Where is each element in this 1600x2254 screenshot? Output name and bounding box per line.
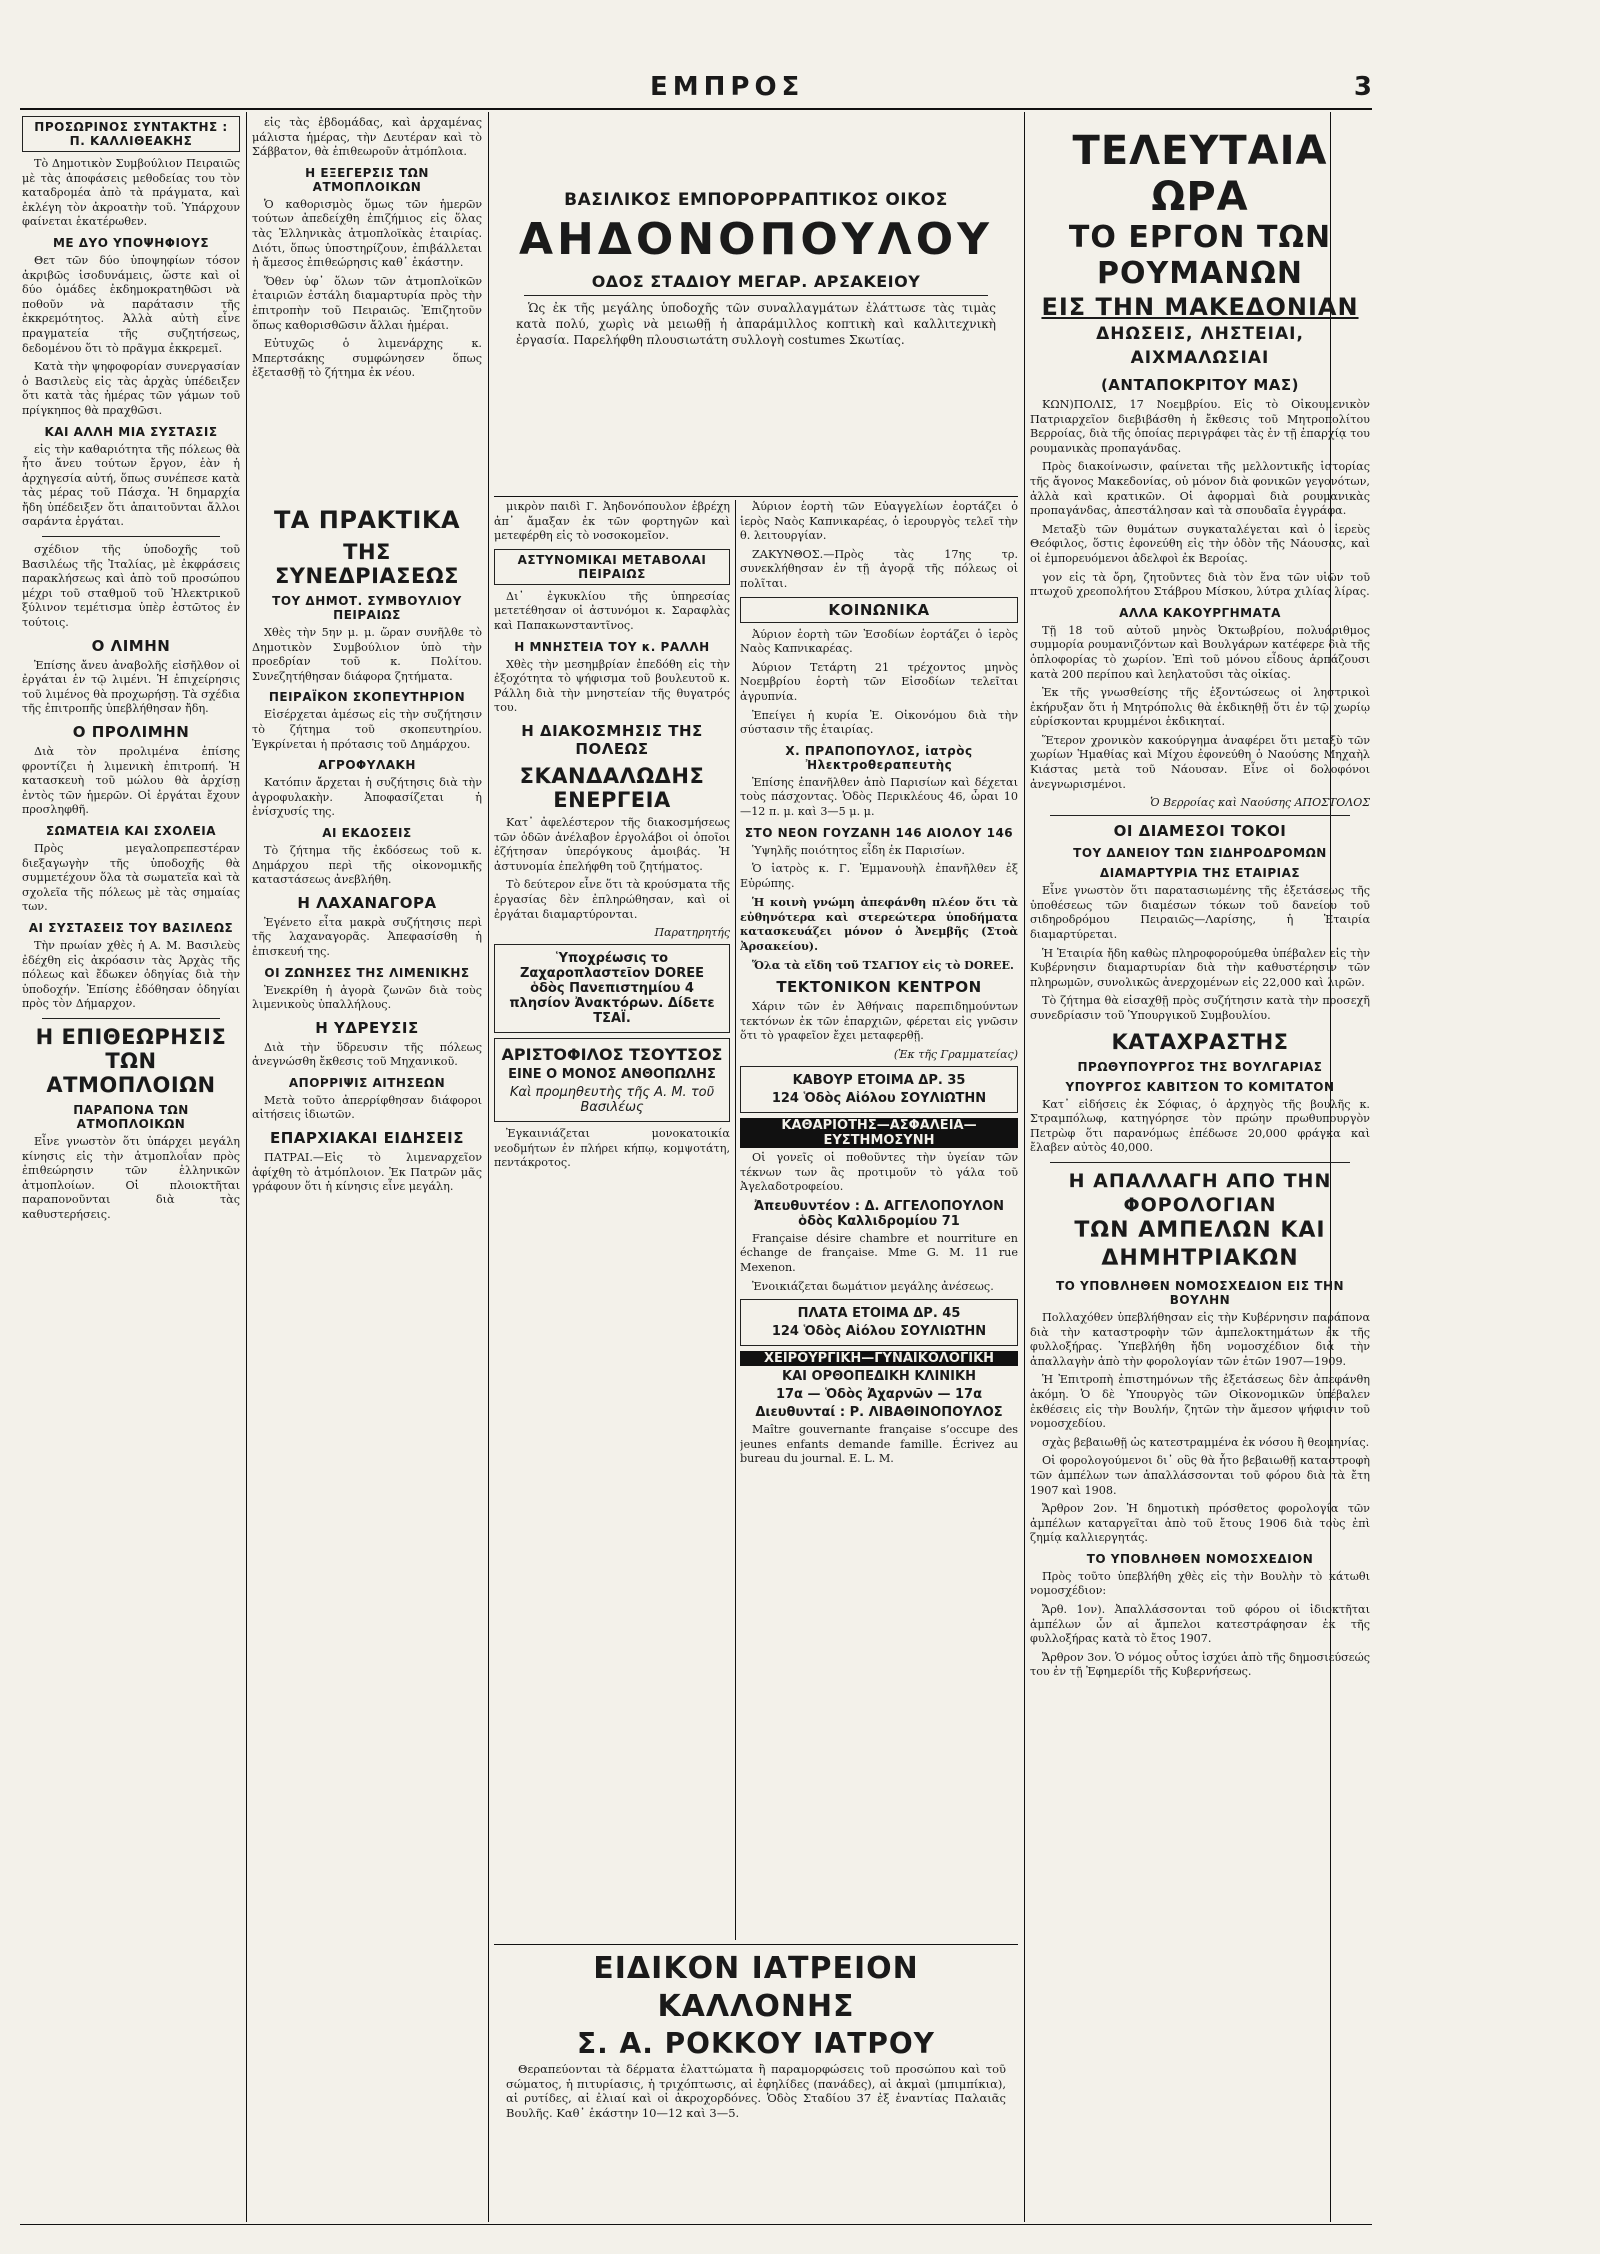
article-text: Πολλαχόθεν ὑπεβλήθησαν εἰς τὴν Κυβέρνησιν παράπονα διὰ τὴν καταστροφὴν τῶν ἀμπελοκτημάτων ἐκ τῆς φυλλοξήρας. Ὑπεβλήθη ἤδη νομοσχέδιον διὰ τὴν ἀπαλλαγὴν ἀπὸ τὴν φορολογίαν τῶν ἐτῶν 1907—1909. <box>1030 1310 1370 1368</box>
article-text: Οἱ φορολογούμενοι δι᾿ οὓς θὰ ἦτο βεβαιωθῇ καταστροφὴ τῶν ἀμπέλων των ἀπαλλάσσονται τοῦ φόρου διὰ τὰ ἔτη 1907 καὶ 1908. <box>1030 1454 1370 1497</box>
article-text: Εἶνε γνωστὸν ὅτι παρατασιωμένης τῆς ἐξετάσεως τῆς ὑποθέσεως τῶν διαμέσων τόκων τοῦ δανείου τοῦ σιδηροδρόμου Πειραιῶς—Λαρίσης, ἡ Ἑταιρία διαμαρτύρεται. <box>1030 884 1370 942</box>
article-text: Ὁ ἰατρὸς κ. Γ. Ἐμμανουὴλ ἐπανῆλθεν ἐξ Εὐρώπης. <box>740 862 1018 890</box>
article-text: Τὴν πρωίαν χθὲς ἡ Α. Μ. Βασιλεὺς ἐδέχθη εἰς ἀκρόασιν τὰς Ἀρχὰς τῆς πόλεως καὶ ἔδωκεν ὁδηγίας διὰ τὴν ὑποδοχήν. Ἐπίσης ἐδόθησαν ὁδηγίαι πρὸς τὸν Δήμαρχον. <box>22 938 240 1011</box>
column-5 <box>1030 116 1370 2216</box>
article-text: Ἄρθρον 2ον. Ἡ δημοτικὴ πρόσθετος φορολογία τῶν ἀμπέλων καταργεῖται ἀπὸ τοῦ ἔτους 1906 διὰ τοὺς ἐπὶ ζημίᾳ καλλιεργητάς. <box>1030 1502 1370 1545</box>
article-text: Διὰ τὸν προλιμένα ἐπίσης φροντίζει ἡ λιμενικὴ ἐπιτροπή. Ἡ κατασκευὴ τοῦ μώλου θὰ ἀρχίσῃ ἐντὸς τῶν ἡμερῶν. Οἱ ἐργάται ἔχουν προσληφθῆ. <box>22 745 240 817</box>
gouzani-ad: ΣΤΟ ΝΕΟΝ ΓΟΥΖΑΝΗ 146 ΑΙΟΛΟΥ 146 <box>744 825 1014 840</box>
section-heading: Ο ΠΡΟΛΙΜΗΝ <box>72 723 190 741</box>
article-text: Ὅθεν ὑφ᾿ ὅλων τῶν ἀτμοπλοϊκῶν ἑταιριῶν ἐστάλη διαμαρτυρία πρὸς τὴν ἐπιτροπὴν τοῦ Πειραιῶς. Ἐπιζητοῦν ὅπως καθορισθῶσιν ἄλλαι ἡμέραι. <box>252 274 482 332</box>
tailor-advertisement <box>494 150 1018 490</box>
article-text: Ἐπείγει ἡ κυρία Ἐ. Οἰκονόμου διὰ τὴν σύστασιν τῆς ἑταιρίας. <box>740 708 1018 737</box>
headline-last-hour: ΤΕΛΕΥΤΑΙΑ ΩΡΑ <box>1072 128 1328 220</box>
section-heading: ΣΩΜΑΤΕΙΑ ΚΑΙ ΣΧΟΛΕΙΑ <box>45 823 217 838</box>
section-heading: Η ΔΙΑΚΟΣΜΗΣΙΣ ΤΗΣ ΠΟΛΕΩΣ <box>521 721 703 758</box>
column-2 <box>252 500 482 2220</box>
section-heading: ΚΑΤΑΧΡΑΣΤΗΣ <box>1111 1029 1289 1054</box>
ad-rule <box>494 496 1018 497</box>
section-heading: ΤΗΣ ΣΥΝΕΔΡΙΑΣΕΩΣ <box>274 540 460 588</box>
article-text: Εἰσέρχεται ἀμέσως εἰς τὴν συζήτησιν τὸ ζήτημα τοῦ σκοπευτηρίου. Ἐγκρίνεται ἡ πρότασις τοῦ Δημάρχου. <box>252 708 482 751</box>
article-text: γον εἰς τὰ ὄρη, ζητοῦντες διὰ τὸν ἕνα τῶν υἱῶν τοῦ πτωχοῦ χρεοπολήτου Στάβρου Μίσκου, λύτρα χιλίας λίρας. <box>1030 570 1370 599</box>
article-text: σχὰς βεβαιωθῇ ὡς κατεστραμμένα ἐκ νόσου ἢ θεομηνίας. <box>1042 1435 1370 1449</box>
article-text: σχέδιον τῆς ὑποδοχῆς τοῦ Βασιλέως τῆς Ἰταλίας, μὲ ἐκφράσεις παρακλήσεως καὶ ἀπὸ τοῦ προσώπου μέχρι τοῦ σταθμοῦ τοῦ Ἠλεκτρικοῦ ξύλινον τεμέτισμα ὑπὲρ ἐστῶτος ἐν τούτοις. <box>22 543 240 630</box>
florist-sub: ΕΙΝΕ Ο ΜΟΝΟΣ ΑΝΘΟΠΩΛΗΣ <box>508 1067 716 1083</box>
article-text: Ἄρθ. 1ον). Ἀπαλλάσσονται τοῦ φόρου οἱ ἰδιοκτῆται ἀμπέλων ὧν αἱ ἄμπελοι κατεστράφησαν ἐκ τῆς φυλλοξήρας κατὰ τὸ ἔτος 1907. <box>1030 1603 1370 1646</box>
section-subheading: ΤΟΥ ΔΗΜΟΤ. ΣΥΜΒΟΥΛΙΟΥ ΠΕΙΡΑΙΩΣ <box>272 594 462 622</box>
beauty-ad-name: Σ. Α. ΡΟΚΚΟΥ ΙΑΤΡΟΥ <box>577 2027 935 2060</box>
column-rule-1 <box>246 112 247 2222</box>
signature: (Ἐκ τῆς Γραμματείας) <box>893 1048 1018 1062</box>
florist-ad <box>494 1038 730 1122</box>
section-heading: ΤΟ ΥΠΟΒΛΗΘΕΝ ΝΟΜΟΣΧΕΔΙΟΝ <box>1086 1551 1314 1566</box>
article-text: Ἐνοικιάζεται δωμάτιον μεγάλης ἀνέσεως. <box>752 1279 994 1293</box>
column-4 <box>740 500 1018 1940</box>
article-text: Ἐκ τῆς γνωσθείσης τῆς ἐξοντώσεως οἱ ληστρικοὶ ἐκήρυξαν ὅτι ἡ Μητρόπολις θὰ ἐκδικηθῇ ὅτι ἐν τῷ χωρίῳ εὑρίσκονται κρυμμένοι ἐκδικηταί. <box>1030 686 1370 729</box>
article-text: Εἶνε γνωστὸν ὅτι ὑπάρχει μεγάλη κίνησις εἰς τὴν ἀτμοπλοΐαν πρὸς ἐπιθεώρησιν τῶν ἑλληνικῶν ἀτμοπλοίων. Οἱ πλοιοκτῆται παραπονοῦνται διὰ τὰς καθυστερήσεις. <box>22 1134 240 1221</box>
plata-address: 124 Ὁδὸς Αἰόλου ΣΟΥΛΙΩΤΗΝ <box>771 1324 987 1340</box>
clinic-director: Διευθυνταί : Ρ. ΛΙΒΑΘΙΝΟΠΟΥΛΟΣ <box>755 1405 1003 1421</box>
section-heading: Ο ΛΙΜΗΝ <box>91 636 171 655</box>
column-rule-4 <box>1024 112 1025 2222</box>
beauty-clinic-ad <box>494 1950 1018 2220</box>
article-text: Ἐπίσης ἐπανῆλθεν ἀπὸ Παρισίων καὶ δέχεται τοὺς πάσχοντας. Ὁδὸς Περικλέους 46, ὧραι 10—12 π. μ. καὶ 3—5 μ. μ. <box>740 775 1018 818</box>
article-text: Ἐπίσης ἄνευ ἀναβολῆς εἰσῆλθον οἱ ἐργάται ἐν τῷ λιμένι. Ἡ ἐπιχείρησις τοῦ λιμένος θὰ προχωρήσῃ. Τὰ σχέδια τῆς ἐπιτροπῆς ὑπεβλήθησαν ἤδη. <box>22 658 240 716</box>
column-3 <box>494 500 730 1940</box>
separator <box>42 536 220 537</box>
section-heading: ΟΙ ΔΙΑΜΕΣΟΙ ΤΟΚΟΙ <box>1113 822 1287 841</box>
separator <box>1050 1162 1350 1163</box>
plata-ad <box>740 1299 1018 1346</box>
separator <box>42 1018 220 1019</box>
section-heading: ΑΓΡΟΦΥΛΑΚΗ <box>318 758 416 773</box>
separator <box>524 295 988 296</box>
article-text: Ἕτερον χρονικὸν κακούργημα ἀναφέρει ὅτι μεταξὺ τῶν χωρίων Ἡμαθίας καὶ Μίχου ἐφονεύθη ὁ Ναούσης Μηχαὴλ Κιάστας μετὰ τοῦ Νάουσαν. Εἶνε οἱ δολοφόνοι ἀνεγνωρισμένοι. <box>1030 733 1370 791</box>
article-text: Ἡ Ἑταιρία ἤδη καθὼς πληροφορούμεθα ὑπέβαλεν εἰς τὴν Κυβέρνησιν διαμαρτυρίαν διὰ τὴν καθυστέρησιν τῶν πληρωμῶν, συνολικῶς ἀνερχομένων εἰς 22,000 καὶ λιρῶν. <box>1030 946 1370 989</box>
headline-romanians: ΤΟ ΕΡΓΟΝ ΤΩΝ ΡΟΥΜΑΝΩΝ <box>1068 220 1332 291</box>
section-subheading: ΔΙΑΜΑΡΤΥΡΙΑ ΤΗΣ ΕΤΑΙΡΙΑΣ <box>1099 866 1301 881</box>
section-heading: ΑΙ ΕΚΔΟΣΕΙΣ <box>322 825 412 840</box>
section-subheading: ΠΑΡΑΠΟΝΑ ΤΩΝ ΑΤΜΟΠΛΟΙΚΩΝ <box>73 1102 189 1131</box>
ad-address: ΟΔΟΣ ΣΤΑΔΙΟΥ ΜΕΓΑΡ. ΑΡΣΑΚΕΙΟΥ <box>591 272 921 291</box>
cleanliness-banner: ΚΑΘΑΡΙΟΤΗΣ—ΑΣΦΑΛΕΙΑ—ΕΥΣΤΗΜΟΣΥΝΗ <box>740 1118 1018 1148</box>
section-subheading: ΥΠΟΥΡΓΟΣ ΚΑΒΙΤΣΟΝ ΤΟ ΚΟΜΙΤΑΤΟΝ <box>1065 1079 1335 1094</box>
article-text: Μεταξὺ τῶν θυμάτων συγκαταλέγεται καὶ ὁ ἱερεὺς Θεόφιλος, ὅστις ἐφονεύθη εἰς τὴν ὁδὸν τῆς Νάουσας, καὶ οἱ ἐμπορευόμενοι ἀδελφοὶ ἐκ Βεροίας. <box>1030 522 1370 565</box>
signature: Ὁ Βερροίας καὶ Ναούσης ΑΠΟΣΤΟΛΟΣ <box>1150 796 1370 810</box>
kavour-title: ΚΑΒΟΥΡ ΕΤΟΙΜΑ ΔΡ. 35 <box>792 1073 966 1089</box>
article-text: Πρὸς τοῦτο ὑπεβλήθη χθὲς εἰς τὴν Βουλὴν τὸ κάτωθι νομοσχέδιον: <box>1030 1569 1370 1598</box>
article-text: Κατ᾿ εἰδήσεις ἐκ Σόφιας, ὁ ἀρχηγὸς τῆς βουλῆς κ. Στραμπόλωφ, κατηγόρησε τὸν πρώην πρωθυπουργὸν Πετρὼφ ὅτι παρανόμως ἐπέδωσε 20,000 φράγκα καὶ ἔλαβεν αὐτὸς 40,000. <box>1030 1097 1370 1155</box>
article-text: Maître gouvernante française s’occupe des jeunes enfants demande famille. Écrivez au bureau du journal. E. L. M. <box>740 1423 1018 1466</box>
article-text: Θετ τῶν δύο ὑποψηφίων τόσον ἀκριβῶς ἰσοδυνάμεις, ὥστε καὶ οἱ δύο ὁμάδες ἐκδημοκρατηθῶσι νὰ ποθοῦν νὰ παράτασιν τῆς ἐκκρεμότητος. Ἀλλὰ αὐτὴ εἶνε πραγματεία τῆς συζητήσεως, δεδομένου ὅτι τὸ πρᾶγμα ἐκκρεμεῖ. <box>22 253 240 355</box>
section-subheading: ΠΡΩΘΥΠΟΥΡΓΟΣ ΤΗΣ ΒΟΥΛΓΑΡΙΑΣ <box>1077 1059 1323 1074</box>
article-text: Ἀύριον ἑορτὴ τῶν Ἐσοδίων ἑορτάζει ὁ ἱερὸς Ναὸς Καπνικαρέας. <box>740 627 1018 656</box>
florist-name: ΑΡΙΣΤΟΦΙΛΟΣ ΤΣΟΥΤΣΟΣ <box>501 1045 723 1065</box>
section-heading: Η ΥΔΡΕΥΣΙΣ <box>315 1018 419 1037</box>
section-heading: ΑΙ ΣΥΣΤΑΣΕΙΣ ΤΟΥ ΒΑΣΙΛΕΩΣ <box>28 920 234 935</box>
article-text: μικρὸν παιδὶ Γ. Ἀηδονόπουλον ἐβρέχη ἀπ᾿ ἄμαξαν ἐκ τῶν φορτηγῶν καὶ μετεφέρθη εἰς τὸ νοσοκομεῖον. <box>494 500 730 543</box>
article-text: Διὰ τὴν ὕδρευσιν τῆς πόλεως ἀνεγνώσθη ἔκθεσις τοῦ Μηχανικοῦ. <box>252 1040 482 1069</box>
florist-line: Καὶ προμηθευτὴς τῆς Α. Μ. τοῦ Βασιλέως <box>509 1085 715 1116</box>
article-text: Ὁ καθορισμὸς ὅμως τῶν ἡμερῶν τούτων ἀπεδείχθη ἐπιζήμιος εἰς ὅλας τὰς Ἑλληνικὰς ἀτμοπλοϊκὰς ἑταιρίας. Διότι, ὅπως ὑποστηρίζουν, ἐπιβάλλεται ἡ ἄμεσος ἐπιθεώρησις καθ᾿ ἑκάστην. <box>252 197 482 270</box>
bottom-ad-rule <box>494 1944 1018 1945</box>
kavour-ad <box>740 1066 1018 1113</box>
clinic-address: 17α — Ὁδὸς Ἀχαρνῶν — 17α <box>775 1387 983 1403</box>
article-text: Μετὰ τοῦτο ἀπερρίφθησαν διάφοροι αἰτήσεις ἰδιωτῶν. <box>252 1093 482 1122</box>
article-text: εἰς τὰς ἑβδομάδας, καὶ ἀρχαμένας μάλιστα ἡμέρας, τὴν Δευτέραν καὶ τὸ Σάββατον, θὰ ἐπιθεωροῦν ἀτμόπλοια. <box>252 116 482 159</box>
section-heading: ΚΟΙΝΩΝΙΚΑ <box>740 597 1018 623</box>
section-heading: ΑΠΟΡΡΙΨΙΣ ΑΙΤΗΣΕΩΝ <box>288 1075 446 1090</box>
doree-ad <box>494 944 730 1033</box>
column-rule-2 <box>488 112 489 2222</box>
article-text: Τὸ Δημοτικὸν Συμβούλιον Πειραιῶς μὲ τὰς ἀποφάσεις μεθοδείας του τὸν καταδρομέα ἀπὸ τὰ πράγματα, καὶ ἐκλέγη τὸν ἀκροατὴν τοῦ. Ὑπάρχουν φαίνεται ἑκατέρωθεν. <box>22 157 240 229</box>
article-text: Τὸ δεύτερον εἶνε ὅτι τὰ κρούσματα τῆς ἐργασίας δὲν ἐπληρώθησαν, καὶ οἱ ἐργάται διαμαρτύρονται. <box>494 878 730 921</box>
plata-title: ΠΛΑΤΑ ΕΤΟΙΜΑ ΔΡ. 45 <box>797 1306 961 1322</box>
section-heading: ΑΛΛΑ ΚΑΚΟΥΡΓΗΜΑΤΑ <box>1119 605 1281 620</box>
ad-name: ΑΗΔΟΝΟΠΟΥΛΟΥ <box>519 214 993 265</box>
article-text: Τῇ 18 τοῦ αὐτοῦ μηνὸς Ὀκτωβρίου, πολυάριθμος συμμορία ρουμανιζόντων καὶ Βουλγάρων κατέφερε διὰ τῆς ὁπλοφορίας τὸ χωρίον. Ἐπὶ τοῦ μόνου εἶδους ἁρπάζουσι κατὰ 200 περίπου καὶ λεηλατοῦσι τὰς οἰκίας. <box>1030 623 1370 681</box>
section-heading: Η ΜΝΗΣΤΕΙΑ ΤΟΥ κ. ΡΑΛΛΗ <box>514 639 710 654</box>
article-text: Χθὲς τὴν μεσημβρίαν ἐπεδόθη εἰς τὴν ἐξοχότητα τὸ ψήφισμα τοῦ βουλευτοῦ κ. Ράλλη διὰ τὴν μνηστείαν τῆς θυγατρός του. <box>494 657 730 715</box>
section-heading: ΕΠΑΡΧΙΑΚΑΙ ΕΙΔΗΣΕΙΣ <box>269 1129 464 1148</box>
correspondent-label: (ΑΝΤΑΠΟΚΡΙΤΟΥ ΜΑΣ) <box>1100 376 1300 394</box>
ad-description: Ὡς ἐκ τῆς μεγάλης ὑποδοχῆς τῶν συναλλαγμάτων ἐλάττωσε τὰς τιμὰς κατὰ πολύ, χωρὶς νὰ μειωθῇ ἡ ἀπαράμιλλος κοπτικὴ καὶ καλλιτεχνικὴ ἐργασία. Παρελήφθη πλουσιωτάτη συλλογὴ costumes Σκωτίας. <box>516 301 996 347</box>
beauty-ad-desc: Θεραπεύονται τὰ δέρματα ἐλαττώματα ἢ παραμορφώσεις τοῦ προσώπου καὶ τοῦ σώματος, ἡ πιτυρίασις, ἡ τριχόπτωσις, αἱ ἐφηλίδες (πανάδες), αἱ ἀκμαὶ (μπιμπίκια), αἱ ρυτίδες, αἱ ἐλιαί καὶ οἱ ἀκροχορδόνες. Ὁδὸς Σταδίου 37 ἐξ ἐναντίας Παλαιᾶς Βουλῆς. Καθ᾿ ἑκάστην 10—12 καὶ 3—5. <box>506 2062 1006 2120</box>
article-text: Κατόπιν ἄρχεται ἡ συζήτησις διὰ τὴν ἀγροφυλακὴν. Ἀποφασίζεται ἡ ἐνίσχυσίς της. <box>252 776 482 819</box>
article-text: Τὸ ζήτημα τῆς ἐκδόσεως τοῦ κ. Δημάρχου περὶ τῆς οἰκονομικῆς καταστάσεως ἀνεβλήθη. <box>252 843 482 887</box>
article-text: Οἱ γονεῖς οἱ ποθοῦντες τὴν ὑγείαν τῶν τέκνων των ἂς προτιμοῦν τὸ γάλα τοῦ Ἀγελαδοτροφείου. <box>740 1151 1018 1194</box>
headline-raids: ΔΗΩΣΕΙΣ, ΛΗΣΤΕΙΑΙ, ΑΙΧΜΑΛΩΣΙΑΙ <box>1096 324 1304 368</box>
page-number: 3 <box>1353 72 1372 102</box>
separator <box>1050 815 1350 816</box>
headline-macedonia: ΕΙΣ ΤΗΝ ΜΑΚΕΔΟΝΙΑΝ <box>1041 293 1359 321</box>
article-text: ΖΑΚΥΝΘΟΣ.—Πρὸς τὰς 17ης τρ. συνεκλήθησαν ἐν τῇ ἀγορᾷ τῆς πόλεως οἱ πολῖται. <box>740 547 1018 590</box>
column-2-top <box>252 116 482 496</box>
article-text: εἰς τὴν καθαριότητα τῆς πόλεως θὰ ἦτο ἄνευ τούτων ἔργον, ἐὰν ἡ ἀρχηγεσία αὐτή, ὅπως συνέπεσε κατὰ τὰς μέρας τοῦ Πάσχα. Ἡ δημαρχία ἤδη ὑπέδειξεν ὅτι ἀπαιτοῦνται ἄλλοι σαράντα ἐργάται. <box>22 442 240 529</box>
doctor-name: Χ. ΠΡΑΠΟΠΟΥΛΟΣ, ἰατρὸς Ἠλεκτροθεραπευτὴς <box>785 743 973 772</box>
newspaper-title: ΕΜΠΡΟΣ <box>650 72 805 102</box>
headline-vineyards: ΤΩΝ ΑΜΠΕΛΩΝ ΚΑΙ ΔΗΜΗΤΡΙΑΚΩΝ <box>1074 1217 1326 1271</box>
bottom-rule <box>20 2224 1372 2225</box>
article-text: Τὸ ζήτημα θὰ εἰσαχθῇ πρὸς συζήτησιν κατὰ τὴν προσεχῆ συνεδρίασιν τοῦ Ὑπουργικοῦ Συμβουλίου. <box>1030 994 1370 1022</box>
section-heading: ΑΣΤΥΝΟΜΙΚΑΙ ΜΕΤΑΒΟΛΑΙ ΠΕΙΡΑΙΩΣ <box>494 549 730 585</box>
article-text: Χθὲς τὴν 5ην μ. μ. ὥραν συνῆλθε τὸ Δημοτικὸν Συμβούλιον ὑπὸ τὴν προεδρίαν τοῦ κ. Πολίτου. Συνεζητήθησαν διάφορα ζητήματα. <box>252 626 482 683</box>
article-text: Ἄρθρον 3ον. Ὁ νόμος οὗτος ἰσχύει ἀπὸ τῆς δημοσιεύσεώς του ἐν τῇ Ἐφημερίδι τῆς Κυβερνήσεως. <box>1030 1650 1370 1679</box>
ad-house: ΒΑΣΙΛΙΚΟΣ ΕΜΠΟΡΟΡΡΑΠΤΙΚΟΣ ΟΙΚΟΣ <box>564 190 948 210</box>
article-text: Ἐγένετο εἶτα μακρὰ συζήτησις περὶ τῆς λαχαναγορᾶς. Ἀπεφασίσθη ἡ ἐπισκευή της. <box>252 915 482 958</box>
article-text: Ἡ κοινὴ γνώμη ἀπεφάνθη πλέον ὅτι τὰ εὐθηνότερα καὶ στερεώτερα ὑποδήματα κατασκευάζει μόνον ὁ Ἀνεμβῆς (Στοὰ Ἀρσακείου). <box>740 895 1018 954</box>
section-heading: ΤΑ ΠΡΑΚΤΙΚΑ <box>273 506 461 534</box>
article-text: Κατ᾿ ἀφελέστερον τῆς διακοσμήσεως τῶν ὁδῶν ἀνέλαβον ἐργολάβοι οἱ ὁποῖοι ἐζήτησαν ὑπερόγκους ἀμοιβάς. Ἡ ἀστυνομία ἐπελήφθη τοῦ ζητήματος. <box>494 815 730 873</box>
article-text: Εὐτυχῶς ὁ λιμενάρχης κ. Μπερτσάκης συμφώνησεν ὅπως ἐξετασθῇ τὸ ζήτημα ἐκ νέου. <box>252 337 482 380</box>
section-heading: ΜΕ ΔΥΟ ΥΠΟΨΗΦΙΟΥΣ <box>52 235 210 250</box>
column-1 <box>22 116 240 2216</box>
editor-label: ΠΡΟΣΩΡΙΝΟΣ ΣΥΝΤΑΚΤΗΣ : Π. ΚΑΛΛΙΘΕΑΚΗΣ <box>22 116 240 152</box>
section-heading: ΤΟΥ ΔΑΝΕΙΟΥ ΤΩΝ ΣΙΔΗΡΟΔΡΟΜΩΝ <box>1073 846 1327 861</box>
article-text: Ἐνεκρίθη ἡ ἀγορὰ ζωνῶν διὰ τοὺς λιμενικοὺς ὑπαλλήλους. <box>252 983 482 1012</box>
clinic-banner: ΧΕΙΡΟΥΡΓΙΚΗ—ΓΥΝΑΙΚΟΛΟΓΙΚΗ <box>740 1351 1018 1366</box>
signature: Παρατηρητής <box>654 926 730 940</box>
article-text: ΠΑΤΡΑΙ.—Εἰς τὸ λιμεναρχεῖον ἀφίχθη τὸ ἀτμόπλοιον. Ἐκ Πατρῶν μᾶς γράφουν ὅτι ἡ κίνησις εἶνε μεγάλη. <box>252 1151 482 1194</box>
article-text: ΚΩΝ)ΠΟΛΙΣ, 17 Νοεμβρίου. Εἰς τὸ Οἰκουμενικὸν Πατριαρχεῖον διεβιβάσθη ἡ ἔκθεσις τοῦ Μητροπολίτου Βερροίας, διὰ τῆς ὁποίας περιγράφει τὰς ἐν τῇ ἐπαρχίᾳ του ρουμανικὰς προπαγάνδας. <box>1030 398 1370 455</box>
article-text: Δι᾿ ἐγκυκλίου τῆς ὑπηρεσίας μετετέθησαν οἱ ἀστυνόμοι κ. Σαραφλὰς καὶ Παπακωνσταντῖνος. <box>494 589 730 632</box>
section-heading: ΟΙ ΖΩΝΗΣΕΣ ΤΗΣ ΛΙΜΕΝΙΚΗΣ <box>264 965 470 980</box>
article-text: Ὑψηλῆς ποιότητος εἶδη ἐκ Παρισίων. <box>752 843 965 857</box>
article-text: Χάριν τῶν ἐν Ἀθήναις παρεπιδημούντων τεκτόνων ἐκ τῶν ἐπαρχιῶν, φέρεται εἰς γνῶσιν ὅτι τὸ γραφεῖον ἔχει μεταφερθῇ. <box>740 1000 1018 1043</box>
section-heading: ΠΕΙΡΑΪΚΟΝ ΣΚΟΠΕΥΤΗΡΙΟΝ <box>268 690 466 705</box>
masthead-rule <box>20 108 1372 110</box>
clinic-sub: ΚΑΙ ΟΡΘΟΠΕΔΙΚΗ ΚΛΙΝΙΚΗ <box>782 1369 976 1385</box>
article-text: Κατὰ τὴν ψηφοφορίαν συνεργασίαν ὁ Βασιλεὺς εἰς τὰς ἀρχὰς ὑπέδειξεν ὅτι κατὰ τὰς ἡμέρας τῶν γάμων τοῦ πρίγκηπος θὰ πραχθῶσι. <box>22 360 240 417</box>
article-text: Française désire chambre et nourriture en échange de française. Mme G. M. 11 rue Mexenon. <box>740 1231 1018 1274</box>
beauty-ad-title: ΕΙΔΙΚΟΝ ΙΑΤΡΕΙΟΝ ΚΑΛΛΟΝΗΣ <box>593 1951 919 2024</box>
article-text: Πρὸς διακοίνωσιν, φαίνεται τῆς μελλοντικῆς ἱστορίας τῆς ἄγονος Μακεδονίας, οὐ μόνον διὰ φονικῶν γεγονότων, ἀλλὰ καὶ κρατικῶν. Οἱ ἀφορμαὶ διὰ ρουμανικὰς προπαγάνδας, ἀπεστάλησαν καὶ τὰ σπουδαῖα ἐγγράφα. <box>1030 460 1370 518</box>
headline-tax-relief: Η ΑΠΑΛΛΑΓΗ ΑΠΟ ΤΗΝ ΦΟΡΟΛΟΓΙΑΝ <box>1068 1169 1332 1216</box>
article-text: Ἐγκαινιάζεται μονοκατοικία νεοδμήτων ἐν πλήρει κήπῳ, κομψοτάτη, πεντάκροτος. <box>494 1127 730 1170</box>
section-heading: Η ΛΑΧΑΝΑΓΟΡΑ <box>297 893 437 912</box>
section-subheading: ΤΟ ΥΠΟΒΛΗΘΕΝ ΝΟΜΟΣΧΕΔΙΟΝ ΕΙΣ ΤΗΝ ΒΟΥΛΗΝ <box>1055 1278 1345 1307</box>
section-heading: ΤΕΚΤΟΝΙΚΟΝ ΚΕΝΤΡΟΝ <box>776 978 982 997</box>
milk-ad: Ἀπευθυντέον : Δ. ΑΓΓΕΛΟΠΟΥΛΟΝ ὁδὸς Καλλιδρομίου 71 <box>754 1198 1004 1229</box>
column-rule-3 <box>735 500 736 1940</box>
article-text: Ἀύριον Τετάρτη 21 τρέχοντος μηνὸς Νοεμβρίου ἑορτὴ τῶν Εἰσοδίων τελεῖται ἀγρυπνία. <box>740 660 1018 703</box>
masthead <box>20 72 1372 106</box>
kavour-address: 124 Ὁδὸς Αἰόλου ΣΟΥΛΙΩΤΗΝ <box>771 1091 987 1107</box>
article-text: Ὅλα τὰ εἴδη τοῦ ΤΣΑΓΙΟΥ εἰς τὸ DOREE. <box>752 957 1014 972</box>
article-text: Πρὸς μεγαλοπρεπεστέραν διεξαγωγὴν τῆς ὑποδοχῆς θὰ συμμετέχουν ὅλα τὰ σωματεῖα καὶ τὰ σχολεῖα τῆς πόλεως μὲ τὰς σημαίας των. <box>22 841 240 914</box>
doree-ad-text: Ὑποχρέωσις το Ζαχαροπλαστεῖον DOREE ὁδὸς Πανεπιστημίου 4 πλησίον Ἀνακτόρων. Δίδετε ΤΣΑΪ. <box>509 951 715 1027</box>
section-subheading: ΣΚΑΝΔΑΛΩΔΗΣ ΕΝΕΡΓΕΙΑ <box>519 763 705 812</box>
section-heading: Η ΕΠΙΘΕΩΡΗΣΙΣ ΤΩΝ ΑΤΜΟΠΛΟΙΩΝ <box>35 1024 227 1097</box>
article-text: Ἀύριον ἑορτὴ τῶν Εὐαγγελίων ἑορτάζει ὁ ἱερὸς Ναὸς Καπνικαρέας, ὁ ἱερουργὸς τελεῖ τὴν θ. λειτουργίαν. <box>740 500 1018 543</box>
section-heading: Η ΕΞΕΓΕΡΣΙΣ ΤΩΝ ΑΤΜΟΠΛΟΙΚΩΝ <box>305 165 429 194</box>
section-heading: ΚΑΙ ΑΛΛΗ ΜΙΑ ΣΥΣΤΑΣΙΣ <box>44 424 218 439</box>
article-text: Ἡ Ἐπιτροπὴ ἐπιστημόνων τῆς ἐξετάσεως δὲν ἀπεφάνθη ἀκόμη. Ὁ δὲ Ὑπουργὸς τῶν Οἰκονομικῶν ὑπέβαλεν ἐκθέσεις εἰς τὴν Βουλήν, ζητῶν τὴν ἄμεσον ψήφισιν τοῦ νομοσχεδίου. <box>1030 1373 1370 1431</box>
